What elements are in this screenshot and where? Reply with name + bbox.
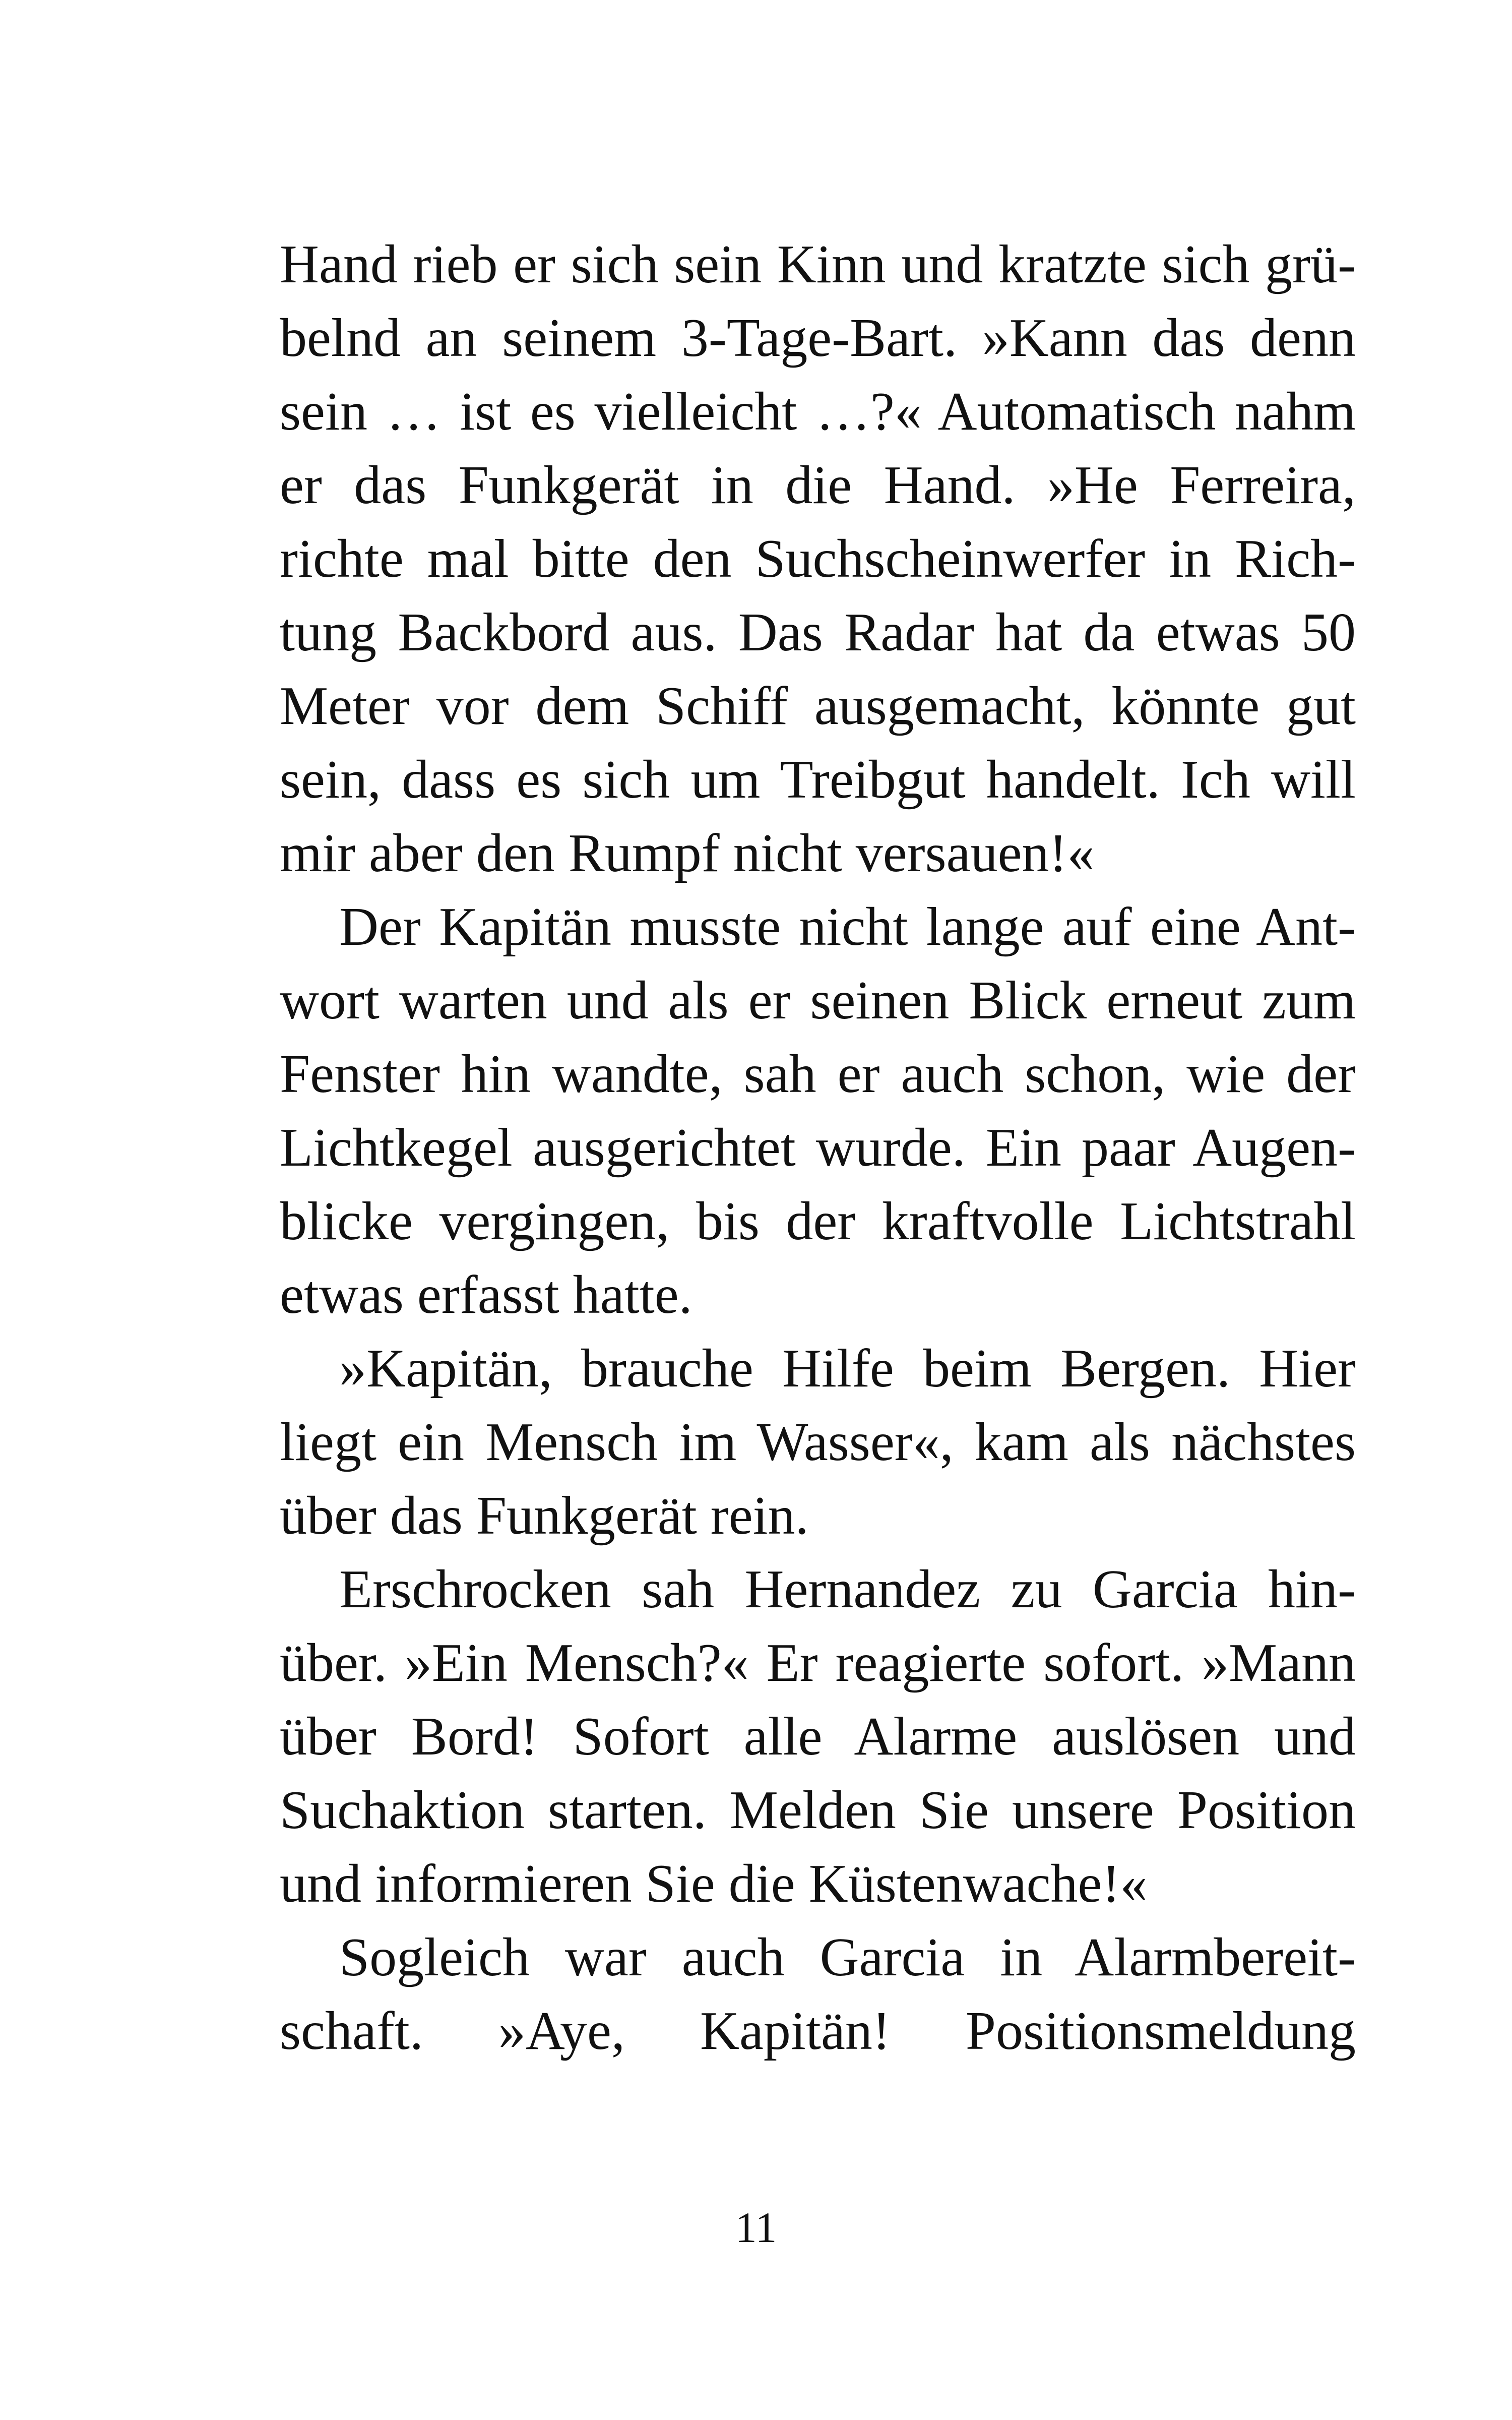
text-line: und informieren Sie die Küstenwache!« <box>280 1854 1148 1914</box>
text-line: Sogleich war auch Garcia in Alarmbereit- <box>339 1927 1356 1987</box>
text-line: »Kapitän, brauche Hilfe beim Bergen. Hier <box>339 1339 1356 1399</box>
text-line: wort warten und als er seinen Blick erneut zum <box>280 971 1356 1031</box>
text-line: Der Kapitän musste nicht lange auf eine Ant- <box>339 897 1356 957</box>
text-line: belnd an seinem 3-Tage-Bart. »Kann das denn <box>280 308 1356 368</box>
text-line: mir aber den Rumpf nicht versauen!« <box>280 823 1095 883</box>
text-line: Suchaktion starten. Melden Sie unsere Position <box>280 1780 1356 1840</box>
text-line: schaft. »Aye, Kapitän! Positionsmeldung <box>280 2001 1356 2061</box>
text-line: über Bord! Sofort alle Alarme auslösen und <box>280 1707 1356 1767</box>
text-line: Hand rieb er sich sein Kinn und kratzte sich grü- <box>280 234 1356 294</box>
text-line: sein … ist es vielleicht …?« Automatisch nahm <box>280 382 1356 442</box>
text-line: sein, dass es sich um Treibgut handelt. Ich will <box>280 750 1356 810</box>
text-line: er das Funkgerät in die Hand. »He Ferreira, <box>280 455 1356 515</box>
text-line: Fenster hin wandte, sah er auch schon, wie der <box>280 1044 1356 1104</box>
text-line: tung Backbord aus. Das Radar hat da etwas 50 <box>280 602 1356 662</box>
text-line: Meter vor dem Schiff ausgemacht, könnte gut <box>280 676 1356 736</box>
text-line: Lichtkegel ausgerichtet wurde. Ein paar Augen- <box>280 1118 1356 1178</box>
text-line: richte mal bitte den Suchscheinwerfer in Rich- <box>280 529 1356 589</box>
text-line: Erschrocken sah Hernandez zu Garcia hin- <box>339 1559 1356 1619</box>
text-line: etwas erfasst hatte. <box>280 1265 692 1325</box>
text-line: über. »Ein Mensch?« Er reagierte sofort. »Mann <box>280 1633 1356 1693</box>
page-number: 11 <box>735 2203 777 2252</box>
text-line: liegt ein Mensch im Wasser«, kam als nächstes <box>280 1412 1356 1472</box>
body-text <box>280 228 1356 2068</box>
text-line: blicke vergingen, bis der kraftvolle Lichtstrahl <box>280 1191 1356 1251</box>
text-line: über das Funkgerät rein. <box>280 1486 809 1546</box>
